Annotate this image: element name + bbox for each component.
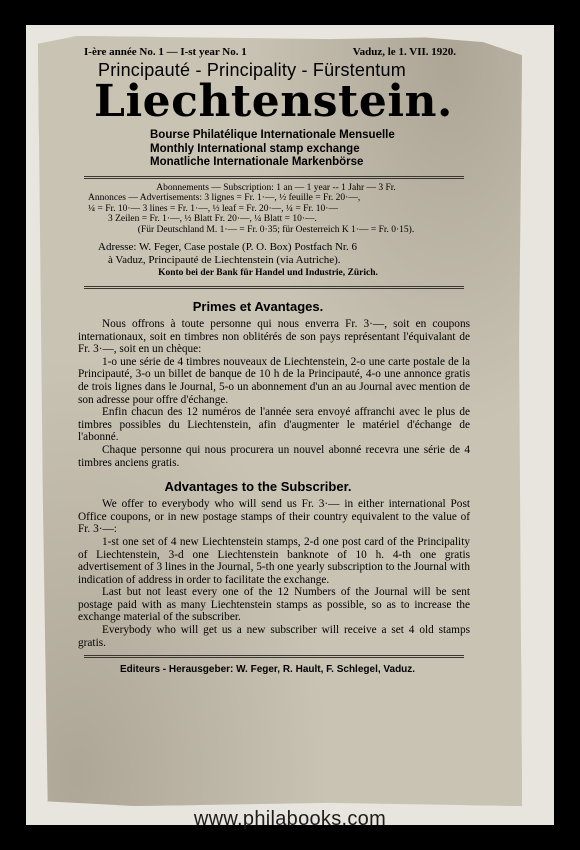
advertisement-line: Annonces — Advertisements: 3 lignes = Fr. 1·—, ½ feuille = Fr. 20·—,: [88, 193, 361, 203]
divider: [84, 655, 464, 658]
bank-account-line: Konto bei der Bank für Handel und Industrie, Zürich.: [158, 268, 378, 278]
address-line: Adresse: W. Feger, Case postale (P. O. Box) Postfach Nr. 6: [98, 241, 357, 253]
subscription-line: Abonnements — Subscription: 1 an — 1 year -- 1 Jahr — 3 Fr.: [156, 182, 396, 193]
paragraph: Chaque personne qui nous procurera un nouvel abonné recevra une série de 4 timbres anciens gratis.: [78, 443, 470, 469]
divider: [84, 286, 464, 289]
paragraph: We offer to everybody who will send us Fr. 3·— in either international Post Office coupons, or in new postage stamps of their country equivalent to the value of Fr. 3·—:: [78, 498, 470, 536]
subtitle-french: Bourse Philatélique Internationale Mensuelle: [150, 129, 395, 141]
subscription-block: [88, 183, 464, 236]
paragraph: 1-o une série de 4 timbres nouveaux de Liechtenstein, 2-o une carte postale de la Principauté, 3-o un billet de banque de 10 h de la Principauté, 4-o une annonce gratis de trois lignes dans le Journal, 5-o un abonnement d'un an au Journal avec mention de son adresse pour offre d'échange.: [78, 355, 470, 406]
subtitle-block: [150, 129, 490, 170]
website-watermark: www.philabooks.com: [193, 808, 387, 830]
issue-line: [84, 46, 456, 58]
principality-line: Principauté - Principality - Fürstentum: [98, 60, 406, 80]
newspaper-content: [58, 46, 490, 675]
paragraph: Last but not least every one of the 12 Numbers of the Journal will be sent postage paid with as many Liechtenstein stamps as possible, so as to increase the exchange material of the subscriber.: [78, 586, 470, 624]
section-heading-french: Primes et Avantages.: [192, 299, 324, 314]
paragraph: Nous offrons à toute personne qui nous enverra Fr. 3·—, soit en coupons internationaux, soit en timbres non oblitérés de son pays représentant l'équivalant de Fr. 3·—, soit en un chèque:: [78, 318, 470, 356]
issue-number: I-ère année No. 1 — I-st year No. 1: [84, 46, 247, 58]
paragraph: Enfin chacun des 12 numéros de l'année sera envoyé affranchi avec le plus de timbres possibles du Liechtenstein, afin d'augmenter le matériel d'échange de l'abonné.: [78, 406, 470, 444]
divider: [84, 176, 464, 179]
subtitle-german: Monatliche Internationale Markenbörse: [150, 156, 364, 168]
paragraph: 1-st one set of 4 new Liechtenstein stamps, 2-d one post card of the Principality of Liechtenstein, 3-d one Liechtenstein banknote of 10 h. 4-th one gratis advertisement of 3 lines in the Journal, 5-th one yearly subscription to the Journal with indication of address in order to facilitate the exchange.: [78, 535, 470, 586]
address-line: à Vaduz, Principauté de Liechtenstein (via Autriche).: [108, 254, 341, 266]
masthead-title: Liechtenstein.: [94, 76, 453, 127]
editors-line: Editeurs - Herausgeber: W. Feger, R. Hault, F. Schlegel, Vaduz.: [120, 664, 416, 676]
address-block: [98, 241, 468, 280]
section-heading-english: Advantages to the Subscriber.: [164, 479, 352, 495]
issue-date: Vaduz, le 1. VII. 1920.: [352, 46, 456, 58]
advertisement-line: 3 Zeilen = Fr. 1·—, ½ Blatt Fr. 20·—, ¼ Blatt = 10·—.: [108, 214, 317, 224]
advertisement-line: ¼ = Fr. 10·— 3 lines = Fr. 1·—, ½ leaf = Fr. 20·—, ¼ = Fr. 10·—: [88, 203, 338, 214]
subtitle-english: Monthly International stamp exchange: [150, 142, 360, 155]
paragraph: Everybody who will get us a new subscriber will receive a set 4 old stamps gratis.: [78, 624, 470, 649]
exchange-rate-line: (Für Deutschland M. 1·— = Fr. 0·35; für Oesterreich K 1·— = Fr. 0·15).: [137, 224, 415, 235]
